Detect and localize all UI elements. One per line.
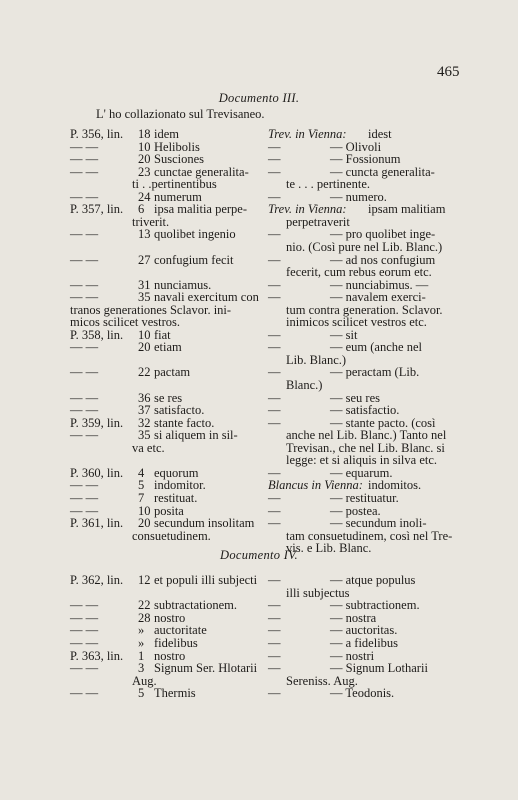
variant-reading: tum contra generation. Sclavor.	[286, 302, 443, 317]
source-reference: —	[268, 503, 281, 518]
variant-reading: — ad nos confugium	[330, 252, 436, 267]
line-reference: — —	[70, 340, 99, 355]
variant-reading: — seu res	[330, 390, 380, 405]
variant-reading: perpetraverit	[286, 214, 350, 229]
variant-reading: nio. (Così pure nel Lib. Blanc.)	[286, 239, 443, 254]
line-number: 6	[138, 202, 145, 217]
source-reference: —	[268, 290, 281, 305]
line-number: 20	[138, 340, 151, 355]
variant-reading: tam consuetudinem, così nel Tre-	[286, 528, 453, 543]
original-reading: satisfacto.	[154, 403, 205, 418]
line-number: 24	[138, 189, 151, 204]
variant-reading: vis. e Lib. Blanc.	[286, 541, 372, 556]
line-reference: — —	[70, 686, 99, 701]
source-reference: —	[268, 686, 281, 701]
original-reading: Susciones	[154, 152, 204, 167]
source-reference: —	[268, 636, 281, 650]
line-reference: — —	[70, 139, 99, 154]
line-number: 10	[138, 503, 151, 518]
variant-reading: — Fossionum	[330, 152, 401, 167]
source-reference: —	[268, 277, 281, 292]
source-reference: —	[268, 365, 281, 380]
variant-reading: Sereniss. Aug.	[286, 673, 358, 688]
variant-reading: te . . . pertinente.	[286, 177, 370, 192]
variant-reading: fecerit, cum rebus eorum etc.	[286, 265, 432, 280]
original-reading: secundum insolitam	[154, 516, 255, 531]
line-number: »	[138, 636, 145, 650]
source-reference: —	[268, 573, 281, 587]
variant-reading: — Olivoli	[330, 139, 382, 154]
line-reference: — —	[70, 610, 99, 625]
variant-reading: anche nel Lib. Blanc.) Tanto nel	[286, 428, 447, 443]
source-reference: —	[268, 623, 281, 638]
original-reading: etiam	[154, 340, 182, 355]
line-reference: — —	[70, 290, 99, 305]
variant-reading: — satisfactio.	[330, 403, 400, 418]
intro-line: L' ho collazionato sul Trevisaneo.	[96, 107, 265, 121]
variant-reading: — secundum inoli-	[330, 516, 427, 531]
source-reference: —	[268, 327, 281, 342]
source-reference: —	[268, 139, 281, 154]
variant-reading: Blanc.)	[286, 378, 323, 392]
original-reading: numerum	[154, 189, 202, 204]
original-reading: restituat.	[154, 490, 198, 505]
original-reading: Signum Ser. Hlotarii	[154, 661, 258, 676]
line-number: 13	[138, 227, 151, 242]
original-reading: triverit.	[132, 214, 170, 229]
page-number: 465	[437, 64, 460, 80]
original-reading: subtractationem.	[154, 598, 237, 613]
line-reference: — —	[70, 503, 99, 518]
line-reference: — —	[70, 365, 99, 380]
original-reading: cunctae generalita-	[154, 164, 249, 179]
original-reading: quolibet ingenio	[154, 227, 236, 242]
line-reference: P. 362, lin.	[70, 573, 124, 587]
variant-reading: — nunciabimus. —	[330, 277, 429, 292]
variant-reading: indomitos.	[368, 478, 422, 493]
source-reference: —	[268, 390, 281, 405]
variant-reading: — postea.	[330, 503, 381, 518]
line-number: 10	[138, 327, 151, 342]
document-title: Documento III.	[218, 91, 300, 105]
original-reading: micos scilicet vestros.	[70, 315, 181, 330]
original-reading: si aliquem in sil-	[154, 428, 238, 443]
source-reference: —	[268, 490, 281, 505]
line-number: 18	[138, 127, 151, 141]
original-reading: ti . .pertinentibus	[132, 177, 217, 192]
original-reading: Aug.	[132, 673, 157, 688]
variant-reading: — navalem exerci-	[330, 290, 426, 305]
source-reference: —	[268, 610, 281, 625]
document-title: Documento IV.	[220, 548, 298, 562]
line-reference: — —	[70, 152, 99, 167]
variant-reading: — cuncta generalita-	[330, 164, 435, 179]
variant-reading: — Signum Lotharii	[330, 661, 428, 676]
original-reading: se res	[154, 390, 183, 405]
variant-reading: — pro quolibet inge-	[330, 227, 436, 242]
line-number: »	[138, 623, 145, 638]
original-reading: stante facto.	[154, 415, 215, 430]
original-reading: equorum	[154, 465, 199, 480]
original-reading: tranos generationes Sclavor. ini-	[70, 302, 232, 317]
original-reading: fiat	[154, 327, 171, 342]
line-number: 23	[138, 164, 151, 179]
source-reference: Trev. in Vienna:	[268, 202, 347, 217]
line-number: 20	[138, 516, 151, 531]
original-reading: ipsa malitia perpe-	[154, 202, 248, 217]
line-reference: P. 356, lin.	[70, 127, 124, 141]
line-number: 27	[138, 252, 151, 267]
line-reference: P. 358, lin.	[70, 327, 124, 342]
line-reference: P. 359, lin.	[70, 415, 124, 430]
variant-reading: — peractam (Lib.	[330, 365, 420, 380]
line-reference: P. 363, lin.	[70, 648, 124, 663]
variant-reading: — nostra	[330, 610, 377, 625]
line-number: 31	[138, 277, 151, 292]
variant-reading: idest	[368, 127, 392, 141]
variant-reading: — numero.	[330, 189, 387, 204]
variant-reading: — nostri	[330, 648, 375, 663]
source-reference: Trev. in Vienna:	[268, 127, 347, 141]
original-reading: Thermis	[154, 686, 196, 701]
source-reference: —	[268, 252, 281, 267]
original-reading: va etc.	[132, 440, 165, 455]
variant-reading: inimicos scilicet vestros etc.	[286, 315, 427, 330]
line-number: 5	[138, 686, 145, 701]
line-reference: P. 361, lin.	[70, 516, 124, 531]
line-reference: — —	[70, 189, 99, 204]
line-number: 36	[138, 390, 151, 405]
line-reference: P. 360, lin.	[70, 465, 124, 480]
line-number: 28	[138, 610, 151, 625]
line-reference: — —	[70, 277, 99, 292]
original-reading: pactam	[154, 365, 191, 380]
source-reference: —	[268, 403, 281, 418]
line-reference: — —	[70, 390, 99, 405]
source-reference: —	[268, 661, 281, 676]
source-reference: —	[268, 152, 281, 167]
line-number: 20	[138, 152, 151, 167]
source-reference: —	[268, 340, 281, 355]
source-reference: —	[268, 415, 281, 430]
line-number: 5	[138, 478, 145, 493]
variant-reading: — equarum.	[330, 465, 393, 480]
original-reading: fidelibus	[154, 636, 198, 650]
source-reference: —	[268, 227, 281, 242]
variant-reading: — sit	[330, 327, 358, 342]
variant-reading: legge: et si aliquis in silva etc.	[286, 453, 438, 468]
source-reference: —	[268, 598, 281, 613]
line-number: 32	[138, 415, 151, 430]
variant-reading: — Teodonis.	[330, 686, 395, 701]
line-reference: — —	[70, 403, 99, 418]
line-reference: — —	[70, 661, 99, 676]
line-reference: P. 357, lin.	[70, 202, 124, 217]
source-reference: —	[268, 648, 281, 663]
original-reading: Helibolis	[154, 139, 200, 154]
original-reading: consuetudinem.	[132, 528, 211, 543]
source-reference: —	[268, 164, 281, 179]
variant-reading: — stante pacto. (così	[330, 415, 436, 430]
line-number: 12	[138, 573, 151, 587]
variant-reading: — restituatur.	[330, 490, 399, 505]
line-number: 10	[138, 139, 151, 154]
line-number: 37	[138, 403, 151, 418]
line-number: 4	[138, 465, 145, 480]
original-reading: navali exercitum con	[154, 290, 259, 305]
variant-reading: — a fidelibus	[330, 636, 399, 650]
line-reference: — —	[70, 623, 99, 638]
variant-reading: illi subjectus	[286, 585, 350, 600]
original-reading: auctoritate	[154, 623, 207, 638]
line-number: 22	[138, 598, 151, 613]
variant-reading: Lib. Blanc.)	[286, 352, 347, 367]
original-reading: nunciamus.	[154, 277, 212, 292]
original-reading: et populi illi subjecti	[154, 573, 258, 587]
line-reference: — —	[70, 636, 99, 650]
line-number: 7	[138, 490, 145, 505]
source-reference: —	[268, 516, 281, 531]
original-reading: indomitor.	[154, 478, 206, 493]
original-reading: idem	[154, 127, 179, 141]
line-number: 22	[138, 365, 151, 380]
line-number: 35	[138, 290, 151, 305]
variant-reading: Trevisan., che nel Lib. Blanc. si	[286, 440, 445, 455]
line-reference: — —	[70, 598, 99, 613]
original-reading: confugium fecit	[154, 252, 234, 267]
line-reference: — —	[70, 164, 99, 179]
line-reference: — —	[70, 227, 99, 242]
line-number: 3	[138, 661, 145, 676]
variant-reading: — subtractionem.	[330, 598, 420, 613]
variant-reading: — auctoritas.	[330, 623, 398, 638]
original-reading: nostro	[154, 648, 186, 663]
line-reference: — —	[70, 490, 99, 505]
line-number: 35	[138, 428, 151, 443]
line-reference: — —	[70, 252, 99, 267]
source-reference: —	[268, 189, 281, 204]
original-reading: posita	[154, 503, 184, 518]
source-reference: Blancus in Vienna:	[268, 478, 363, 493]
variant-reading: — atque populus	[330, 573, 416, 587]
line-number: 1	[138, 648, 145, 663]
original-reading: nostro	[154, 610, 186, 625]
variant-reading: ipsam malitiam	[368, 202, 446, 217]
line-reference: — —	[70, 428, 99, 443]
variant-reading: — eum (anche nel	[330, 340, 422, 355]
line-reference: — —	[70, 478, 99, 493]
source-reference: —	[268, 465, 281, 480]
